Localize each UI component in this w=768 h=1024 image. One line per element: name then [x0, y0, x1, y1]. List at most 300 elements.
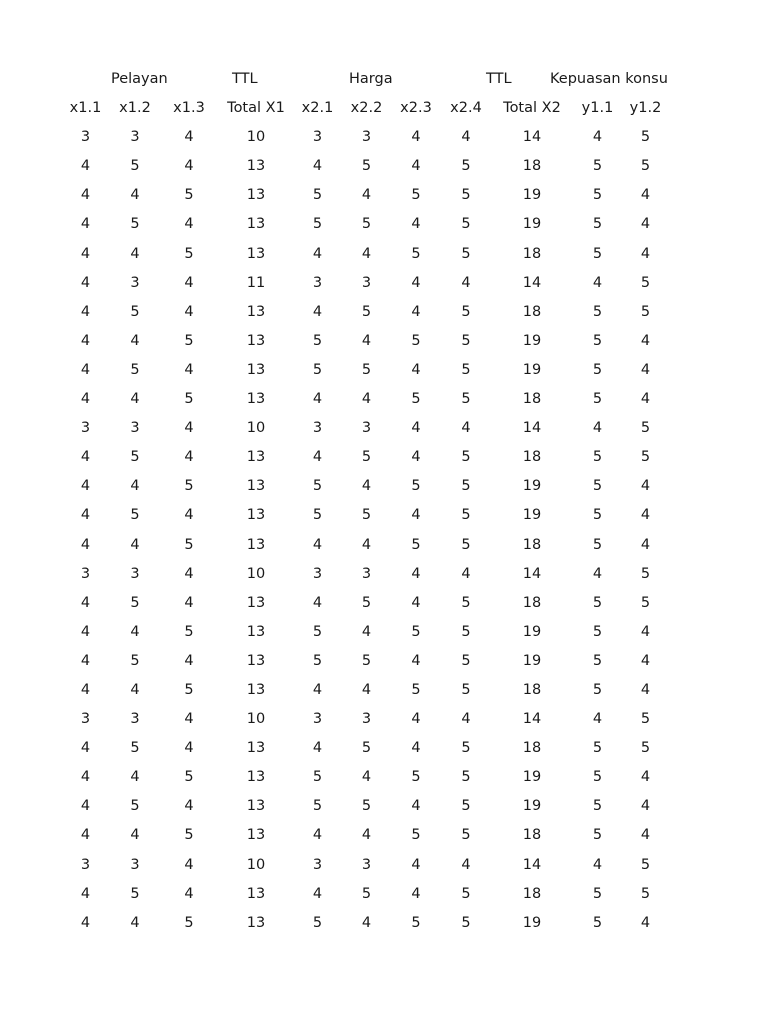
table-cell: 13: [246, 158, 266, 175]
table-cell: 5: [461, 507, 471, 524]
table-cell: 5: [640, 449, 651, 466]
table-cell: 4: [80, 478, 91, 495]
table-cell: 5: [312, 507, 323, 524]
table-cell: 5: [184, 245, 194, 262]
table-cell: 5: [461, 391, 471, 408]
table-cell: 13: [246, 187, 266, 204]
table-cell: 5: [411, 623, 421, 640]
table-cell: 5: [592, 158, 603, 175]
table-row: [60, 269, 669, 298]
table-row: [60, 356, 669, 385]
table-cell: 3: [361, 129, 372, 146]
table-cell: 4: [411, 798, 421, 815]
table-row: [60, 327, 669, 356]
table-cell: 5: [592, 332, 603, 349]
table-cell: 14: [522, 420, 542, 437]
table-cell: 5: [312, 332, 323, 349]
table-cell: 4: [80, 623, 91, 640]
table-cell: 4: [640, 536, 651, 553]
table-cell: 5: [640, 711, 651, 728]
table-cell: 4: [184, 216, 194, 233]
table-cell: 5: [361, 158, 372, 175]
table-cell: 4: [640, 187, 651, 204]
table-cell: 4: [640, 769, 651, 786]
table-cell: 10: [246, 129, 266, 146]
table-cell: 5: [461, 827, 471, 844]
table-cell: 5: [592, 303, 603, 320]
table-cell: 13: [246, 681, 266, 698]
table-row: [60, 792, 669, 821]
column-header: Total X1: [227, 100, 285, 117]
table-cell: 5: [411, 914, 421, 931]
table-cell: 3: [130, 129, 140, 146]
table-cell: 5: [411, 478, 421, 495]
table-cell: 3: [80, 565, 91, 582]
table-cell: 4: [411, 507, 421, 524]
table-cell: 4: [80, 740, 91, 757]
table-cell: 5: [640, 565, 651, 582]
table-cell: 13: [246, 885, 266, 902]
table-cell: 3: [130, 274, 140, 291]
table-row: [60, 734, 669, 763]
table-cell: 13: [246, 536, 266, 553]
table-cell: 5: [461, 303, 471, 320]
table-cell: 4: [80, 681, 91, 698]
column-header: x1.3: [173, 100, 205, 117]
table-cell: 5: [184, 187, 194, 204]
table-cell: 3: [312, 274, 323, 291]
table-row: [60, 414, 669, 443]
table-cell: 5: [184, 332, 194, 349]
table-cell: 4: [80, 274, 91, 291]
table-cell: 5: [461, 623, 471, 640]
table-cell: 4: [130, 332, 140, 349]
table-cell: 19: [522, 914, 542, 931]
table-cell: 4: [80, 536, 91, 553]
table-cell: 5: [411, 391, 421, 408]
table-cell: 4: [361, 187, 372, 204]
table-cell: 5: [130, 740, 140, 757]
table-cell: 4: [184, 711, 194, 728]
group-header-ttl-1: TTL: [232, 71, 258, 87]
table-cell: 4: [411, 565, 421, 582]
table-cell: 5: [130, 798, 140, 815]
table-cell: 5: [130, 158, 140, 175]
table-cell: 4: [312, 827, 323, 844]
table-cell: 4: [80, 361, 91, 378]
table-cell: 4: [640, 361, 651, 378]
table-cell: 4: [184, 507, 194, 524]
table-row: [60, 501, 669, 530]
column-header: x1.1: [69, 100, 102, 117]
table-cell: 14: [522, 129, 542, 146]
table-cell: 4: [130, 827, 140, 844]
table-cell: 4: [184, 856, 194, 873]
table-cell: 5: [461, 245, 471, 262]
table-cell: 4: [312, 245, 323, 262]
table-row: [60, 240, 669, 269]
table-cell: 5: [640, 856, 651, 873]
table-cell: 5: [312, 798, 323, 815]
column-header: Total X2: [503, 100, 561, 117]
table-cell: 5: [184, 769, 194, 786]
table-cell: 5: [640, 420, 651, 437]
table-cell: 3: [130, 711, 140, 728]
table-cell: 4: [184, 565, 194, 582]
table-cell: 4: [411, 594, 421, 611]
table-cell: 4: [361, 536, 372, 553]
table-cell: 4: [411, 158, 421, 175]
table-cell: 5: [312, 187, 323, 204]
table-cell: 5: [592, 536, 603, 553]
table-cell: 5: [312, 478, 323, 495]
table-cell: 5: [461, 652, 471, 669]
table-cell: 4: [461, 711, 471, 728]
table-cell: 10: [246, 420, 266, 437]
table-cell: 4: [312, 391, 323, 408]
table-cell: 4: [461, 129, 471, 146]
table-cell: 5: [312, 769, 323, 786]
table-cell: 4: [184, 158, 194, 175]
table-cell: 4: [361, 681, 372, 698]
table-cell: 4: [592, 274, 603, 291]
table-row: [60, 123, 669, 152]
table-cell: 5: [461, 449, 471, 466]
table-cell: 5: [461, 740, 471, 757]
table-cell: 19: [522, 332, 542, 349]
table-cell: 4: [312, 303, 323, 320]
table-row: [60, 851, 669, 880]
table-cell: 4: [80, 332, 91, 349]
table-cell: 5: [184, 478, 194, 495]
table-cell: 5: [592, 623, 603, 640]
table-cell: 5: [184, 681, 194, 698]
table-cell: 5: [361, 361, 372, 378]
table-cell: 4: [312, 158, 323, 175]
table-cell: 13: [246, 769, 266, 786]
table-cell: 5: [361, 594, 372, 611]
table-cell: 19: [522, 187, 542, 204]
table-cell: 5: [640, 158, 651, 175]
table-cell: 4: [640, 623, 651, 640]
table-cell: 14: [522, 565, 542, 582]
table-cell: 5: [411, 187, 421, 204]
table-cell: 5: [312, 361, 323, 378]
table-cell: 5: [461, 361, 471, 378]
table-cell: 4: [184, 361, 194, 378]
table-cell: 3: [130, 856, 140, 873]
table-cell: 4: [640, 391, 651, 408]
table-row: [60, 531, 669, 560]
table-cell: 4: [184, 740, 194, 757]
table-row: [60, 676, 669, 705]
table-row: [60, 589, 669, 618]
table-cell: 5: [461, 536, 471, 553]
table-cell: 5: [184, 914, 194, 931]
table-cell: 5: [461, 478, 471, 495]
table-cell: 19: [522, 216, 542, 233]
table-cell: 13: [246, 827, 266, 844]
table-cell: 4: [130, 391, 140, 408]
table-cell: 13: [246, 740, 266, 757]
table-cell: 19: [522, 507, 542, 524]
table-cell: 5: [130, 361, 140, 378]
table-cell: 18: [522, 885, 542, 902]
table-cell: 13: [246, 332, 266, 349]
table-cell: 18: [522, 158, 542, 175]
table-cell: 5: [411, 769, 421, 786]
table-cell: 19: [522, 361, 542, 378]
table-row: [60, 618, 669, 647]
table-cell: 5: [130, 652, 140, 669]
table-cell: 13: [246, 391, 266, 408]
table-cell: 4: [80, 827, 91, 844]
column-header: x2.2: [350, 100, 383, 117]
table-cell: 5: [592, 391, 603, 408]
table-cell: 4: [640, 914, 651, 931]
table-cell: 5: [411, 536, 421, 553]
table-cell: 4: [80, 594, 91, 611]
table-cell: 4: [592, 129, 603, 146]
table-cell: 3: [312, 565, 323, 582]
group-header-kepuasan: Kepuasan konsu: [550, 71, 668, 87]
table-row: [60, 880, 669, 909]
table-cell: 5: [361, 449, 372, 466]
table-cell: 5: [312, 652, 323, 669]
table-row: [60, 181, 669, 210]
table-cell: 5: [461, 594, 471, 611]
table-cell: 4: [411, 361, 421, 378]
table-row: [60, 385, 669, 414]
table-cell: 4: [361, 245, 372, 262]
table-cell: 5: [130, 885, 140, 902]
table-cell: 13: [246, 478, 266, 495]
table-cell: 18: [522, 827, 542, 844]
table-cell: 5: [411, 827, 421, 844]
table-cell: 4: [130, 478, 140, 495]
group-header-harga: Harga: [349, 71, 393, 87]
table-cell: 19: [522, 798, 542, 815]
table-cell: 4: [461, 274, 471, 291]
table-cell: 19: [522, 478, 542, 495]
table-cell: 5: [130, 594, 140, 611]
table-cell: 4: [411, 216, 421, 233]
table-cell: 4: [312, 885, 323, 902]
table-cell: 5: [361, 652, 372, 669]
group-header-ttl-2: TTL: [486, 71, 512, 87]
table-cell: 4: [130, 245, 140, 262]
table-cell: 3: [361, 565, 372, 582]
group-header-pelayanan: Pelayan: [111, 71, 168, 87]
table-cell: 5: [640, 594, 651, 611]
table-cell: 5: [411, 332, 421, 349]
table-row: [60, 298, 669, 327]
table-cell: 3: [312, 711, 323, 728]
table-cell: 4: [411, 420, 421, 437]
table-cell: 5: [184, 536, 194, 553]
table-cell: 18: [522, 740, 542, 757]
table-cell: 4: [184, 885, 194, 902]
table-cell: 5: [312, 216, 323, 233]
group-header-row: [60, 65, 669, 94]
table-body: [60, 123, 669, 938]
table-cell: 4: [411, 711, 421, 728]
table-cell: 4: [184, 129, 194, 146]
table-cell: 11: [246, 274, 266, 291]
column-header: x2.1: [301, 100, 334, 117]
table-cell: 5: [312, 623, 323, 640]
table-row: [60, 909, 669, 938]
table-cell: 4: [361, 769, 372, 786]
table-cell: 5: [130, 303, 140, 320]
table-cell: 18: [522, 391, 542, 408]
table-cell: 10: [246, 856, 266, 873]
table-cell: 4: [361, 478, 372, 495]
table-cell: 4: [361, 914, 372, 931]
table-cell: 5: [461, 332, 471, 349]
table-cell: 5: [592, 449, 603, 466]
table-cell: 5: [592, 798, 603, 815]
table-cell: 4: [640, 478, 651, 495]
table-cell: 19: [522, 769, 542, 786]
table-cell: 5: [361, 798, 372, 815]
column-header-row: [60, 94, 669, 123]
table-row: [60, 763, 669, 792]
table-cell: 5: [640, 303, 651, 320]
table-cell: 4: [130, 623, 140, 640]
table-cell: 3: [312, 856, 323, 873]
table-cell: 4: [312, 449, 323, 466]
table-cell: 4: [312, 594, 323, 611]
table-cell: 13: [246, 914, 266, 931]
table-cell: 5: [592, 594, 603, 611]
table-cell: 18: [522, 681, 542, 698]
table-cell: 13: [246, 652, 266, 669]
table-cell: 4: [312, 681, 323, 698]
table-cell: 3: [361, 274, 372, 291]
table-cell: 5: [461, 187, 471, 204]
table-cell: 4: [80, 914, 91, 931]
table-cell: 4: [411, 303, 421, 320]
table-cell: 4: [184, 303, 194, 320]
table-cell: 5: [592, 827, 603, 844]
table-cell: 5: [592, 914, 603, 931]
table-cell: 5: [592, 885, 603, 902]
table-row: [60, 647, 669, 676]
table-cell: 3: [361, 711, 372, 728]
table-cell: 4: [361, 827, 372, 844]
column-header: x2.4: [450, 100, 482, 117]
table-cell: 4: [80, 769, 91, 786]
table-cell: 4: [130, 914, 140, 931]
table-cell: 4: [130, 681, 140, 698]
table-cell: 4: [361, 623, 372, 640]
table-cell: 4: [80, 652, 91, 669]
table-cell: 3: [130, 565, 140, 582]
table-cell: 4: [411, 449, 421, 466]
table-cell: 18: [522, 536, 542, 553]
table-cell: 5: [130, 507, 140, 524]
table-cell: 4: [361, 332, 372, 349]
table-cell: 18: [522, 594, 542, 611]
table-cell: 5: [184, 391, 194, 408]
table-cell: 4: [592, 856, 603, 873]
table-cell: 4: [80, 507, 91, 524]
table-cell: 5: [461, 158, 471, 175]
column-header: x1.2: [119, 100, 151, 117]
table-cell: 4: [312, 740, 323, 757]
table-cell: 13: [246, 303, 266, 320]
table-cell: 5: [592, 507, 603, 524]
table-cell: 19: [522, 623, 542, 640]
table-cell: 4: [80, 245, 91, 262]
table-cell: 4: [592, 711, 603, 728]
column-header: x2.3: [400, 100, 432, 117]
table-cell: 5: [130, 449, 140, 466]
table-cell: 4: [640, 798, 651, 815]
table-cell: 3: [312, 129, 323, 146]
table-cell: 14: [522, 711, 542, 728]
table-cell: 4: [411, 885, 421, 902]
table-cell: 4: [184, 420, 194, 437]
table-cell: 4: [130, 769, 140, 786]
table-cell: 4: [640, 332, 651, 349]
table-cell: 18: [522, 303, 542, 320]
table-cell: 5: [592, 478, 603, 495]
table-cell: 4: [640, 681, 651, 698]
table-cell: 4: [184, 274, 194, 291]
table-row: [60, 443, 669, 472]
table-cell: 5: [461, 798, 471, 815]
table-cell: 13: [246, 361, 266, 378]
table-cell: 4: [80, 391, 91, 408]
table-cell: 18: [522, 245, 542, 262]
column-header: y1.2: [629, 100, 662, 117]
table-cell: 5: [361, 885, 372, 902]
table-cell: 3: [80, 711, 91, 728]
table-cell: 19: [522, 652, 542, 669]
table-cell: 3: [80, 856, 91, 873]
table-cell: 5: [411, 245, 421, 262]
table-cell: 13: [246, 623, 266, 640]
table-cell: 5: [592, 681, 603, 698]
table-cell: 4: [80, 187, 91, 204]
table-cell: 3: [361, 420, 372, 437]
table-cell: 4: [592, 420, 603, 437]
table-cell: 13: [246, 449, 266, 466]
table-cell: 5: [184, 827, 194, 844]
data-sheet: [60, 65, 669, 938]
table-cell: 4: [80, 216, 91, 233]
table-cell: 5: [461, 681, 471, 698]
table-cell: 10: [246, 711, 266, 728]
table-cell: 14: [522, 856, 542, 873]
table-cell: 5: [461, 914, 471, 931]
table-cell: 4: [361, 391, 372, 408]
table-cell: 4: [80, 158, 91, 175]
table-cell: 5: [461, 885, 471, 902]
table-cell: 4: [184, 449, 194, 466]
table-cell: 4: [80, 303, 91, 320]
table-cell: 4: [640, 507, 651, 524]
table-cell: 5: [461, 769, 471, 786]
table-cell: 5: [361, 216, 372, 233]
table-cell: 4: [184, 652, 194, 669]
table-cell: 3: [361, 856, 372, 873]
table-cell: 4: [411, 274, 421, 291]
table-cell: 4: [411, 740, 421, 757]
table-cell: 5: [592, 769, 603, 786]
